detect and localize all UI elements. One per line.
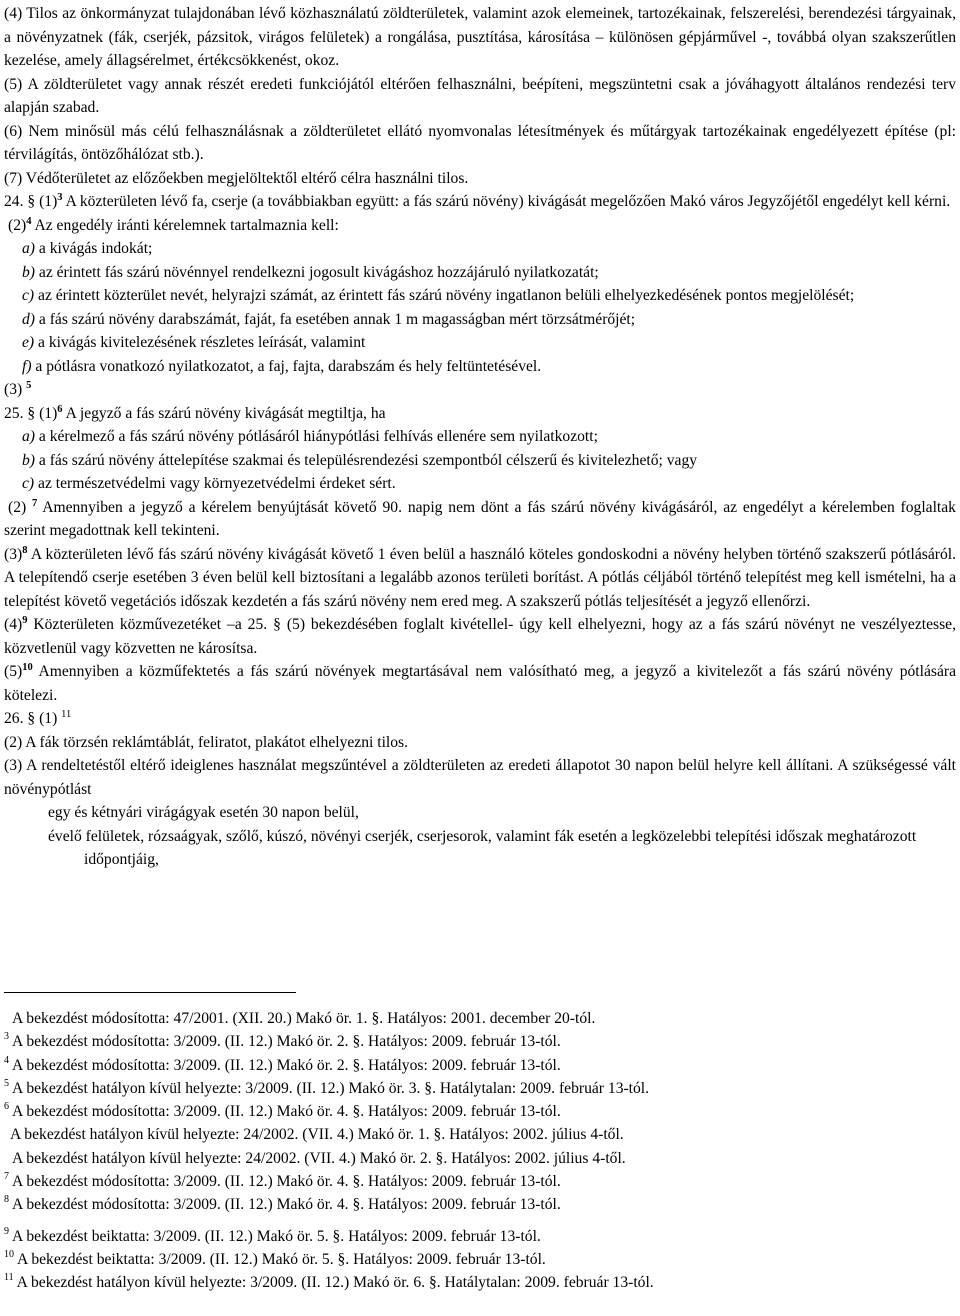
footnote-ref: 6	[57, 403, 63, 415]
list-item: c) az természetvédelmi vagy környezetvédelmi érdeket sért.	[22, 475, 396, 492]
footnote-ref: 9	[22, 615, 28, 626]
footnote: A bekezdést hatályon kívül helyezte: 24/2002. (VII. 4.) Makó ör. 2. §. Hatályos: 2002. július 4-től.	[12, 1149, 626, 1167]
footnote: $^{10}$ A bekezdést beiktatta: 3/2009. (II. 12.) Makó ör. 5. §. Hatályos: 2009. február 13-tól.	[4, 1248, 546, 1268]
list-item: egy és kétnyári virágágyak esetén 30 napon belül,	[48, 804, 359, 821]
section-26-par-1: 26. § (1) $^{11}$	[4, 709, 72, 727]
footnote-ref: 3	[57, 192, 63, 203]
section-25-par-5: $(5)^{10}$ Amennyiben a közműfektetés a fás szárú növények megtartásával nem valósítható meg, a jegyző a kivitelezőt a fás szárú növény pótlására kötelezi.	[4, 662, 956, 704]
footnote: A bekezdést módosította: 47/2001. (XII. 20.) Makó ör. 1. §. Hatályos: 2001. december 20-tól.	[12, 1010, 596, 1027]
footnote-ref: 10	[22, 662, 33, 673]
section-24-par-3: (3) $^5$	[4, 380, 32, 398]
list-item: c) az érintett közterület nevét, helyrajzi számát, az érintett fás szárú növény ingatlanon belüli elhelyezkedésének pontos megjelölését;	[22, 287, 855, 304]
footnote-ref: 5	[26, 380, 32, 391]
list-item: e) a kivágás kivitelezésének részletes leírását, valamint	[22, 334, 366, 351]
section-25-par-4: $(4)^9$ Közterületen közművezetéket –a 25. § (5) bekezdésében foglalt kivétellel- úgy kell elhelyezni, hogy az a fás szárú növényt ne veszélyeztesse, közvetlenül vagy közvetten ne károsítsa.	[4, 615, 956, 657]
footnote-separator	[4, 992, 296, 993]
footnote: $^6$ A bekezdést módosította: 3/2009. (II. 12.) Makó ör. 4. §. Hatályos: 2009. február 13-tól.	[4, 1101, 561, 1121]
list-item: b) az érintett fás szárú növénnyel rendelkezni jogosult kivágáshoz hozzájáruló nyilatkozatát;	[22, 263, 599, 281]
footnote: $^7$ A bekezdést módosította: 3/2009. (II. 12.) Makó ör. 4. §. Hatályos: 2009. február 13-tól.	[4, 1171, 561, 1191]
footnote: A bekezdést hatályon kívül helyezte: 24/2002. (VII. 4.) Makó ör. 1. §. Hatályos: 2002. július 4-től.	[10, 1126, 624, 1144]
footnote-ref: 7	[32, 497, 38, 509]
list-item: évelő felületek, rózsaágyak, szőlő, kúszó, növényi cserjék, cserjesorok, valamint fák esetén a legközelebbi telepítési időszak meghatározott időpontjáig,	[48, 827, 917, 868]
footnote-ref: 4	[26, 215, 32, 227]
list-item: d) a fás szárú növény darabszámát, faját, fa esetében annak 1 m magasságban mért törzsátmérőjét;	[22, 310, 636, 328]
paragraph-7: (7) Védőterületet az előzőekben megjelöltektől eltérő célra használni tilos.	[4, 169, 469, 187]
section-26-par-3: (3) A rendeltetéstől eltérő ideiglenes használat megszűntével a zöldterületen az eredeti állapotot 30 napon belül helyre kell állítani. A szükségessé vált növénypótlást	[4, 757, 956, 798]
list-item: a) a kérelmező a fás szárú növény pótlásáról hiánypótlási felhívás ellenére sem nyilatkozott;	[22, 428, 598, 445]
list-item: f) a pótlásra vonatkozó nyilatkozatot, a faj, fajta, darabszám és hely feltüntetésével.	[22, 357, 542, 375]
paragraph-4: (4) Tilos az önkormányzat tulajdonában lévő közhasználatú zöldterületek, valamint azok elemeinek, tartozékainak, felszerelési, berendezési tárgyainak, a növényzatnek (fák, cserjék, pázsitok, virágos felületek) a rongálása, pusztítása, károsítása – különösen gépjárművel -, továbbá olyan szakszerűtlen kezelése, amely állagsérelmet, értékcsökkenést, okoz.	[4, 5, 956, 69]
section-25-par-1: 25. § $(1)^6$ A jegyző a fás szárú növény kivágását megtiltja, ha	[4, 403, 386, 422]
footnote-ref: 8	[22, 544, 28, 556]
list-item: a) a kivágás indokát;	[22, 240, 153, 257]
footnote: $^4$ A bekezdést módosította: 3/2009. (II. 12.) Makó ör. 2. §. Hatályos: 2009. február 13-tól.	[4, 1054, 561, 1074]
footnote-ref: 11	[61, 709, 72, 720]
list-item: b) a fás szárú növény áttelepítése szakmai és településrendezési szempontból célszerű és kivitelezhető; vagy	[22, 451, 698, 469]
paragraph-5: (5) A zöldterületet vagy annak részét eredeti funkciójától eltérően felhasználni, beépíteni, megszüntetni csak a jóváhagyott általános rendezési terv alapján szabad.	[4, 75, 956, 116]
footnote: $^{11}$ A bekezdést hatályon kívül helyezte: 3/2009. (II. 12.) Makó ör. 6. §. Hatálytalan: 2009. február 13-tól.	[4, 1272, 654, 1292]
section-25-par-3: $(3)^8$ A közterületen lévő fás szárú növény kivágását követő 1 éven belül a használó köteles gondoskodni a növény helyben történő szakszerű pótlásáról. A telepítendő cserje esetében 3 éven belül kell biztosítani a legalább azonos területi borítást. A pótlás céljából történő telepítést meg kell ismételni, ha a telepítést követő vegetációs időszak kezdetén a fás szárú növény nem ered meg. A szakszerű pótlás teljesítését a jegyző ellenőrzi.	[4, 544, 956, 610]
footnote: $^3$ A bekezdést módosította: 3/2009. (II. 12.) Makó ör. 2. §. Hatályos: 2009. február 13-tól.	[4, 1031, 561, 1051]
section-25-par-2: (2) $^7$ Amennyiben a jegyző a kérelem benyújtását követő 90. napig nem dönt a fás szárú növény kivágásáról, az engedélyt a kérelemben foglaltak szerint megadottnak kell tekinteni.	[4, 497, 956, 539]
footnote: $^9$ A bekezdést beiktatta: 3/2009. (II. 12.) Makó ör. 5. §. Hatályos: 2009. február 13-tól.	[4, 1225, 541, 1245]
section-24-par-2: $(2)^4$ Az engedély iránti kérelemnek tartalmaznia kell:	[8, 215, 339, 234]
paragraph-6: (6) Nem minősül más célú felhasználásnak a zöldterületet ellátó nyomvonalas létesítmények és műtárgyak tartozékainak engedélyezett építése (pl: térvilágítás, öntözőhálózat stb.).	[4, 122, 956, 163]
document-body	[4, 2, 956, 872]
section-26-par-2: (2) A fák törzsén reklámtáblát, feliratot, plakátot elhelyezni tilos.	[4, 733, 408, 751]
footnote: $^8$ A bekezdést módosította: 3/2009. (II. 12.) Makó ör. 4. §. Hatályos: 2009. február 13-tól.	[4, 1194, 561, 1214]
section-24-par-1: 24. § $(1)^3$ A közterületen lévő fa, cserje (a továbbiakban együtt: a fás szárú növény) kivágását megelőzően Makó város Jegyzőjétől engedélyt kell kérni.	[4, 192, 951, 210]
footnote: $^5$ A bekezdést hatályon kívül helyezte: 3/2009. (II. 12.) Makó ör. 3. §. Hatálytalan: 2009. február 13-tól.	[4, 1077, 650, 1097]
footnotes	[4, 1007, 956, 1295]
